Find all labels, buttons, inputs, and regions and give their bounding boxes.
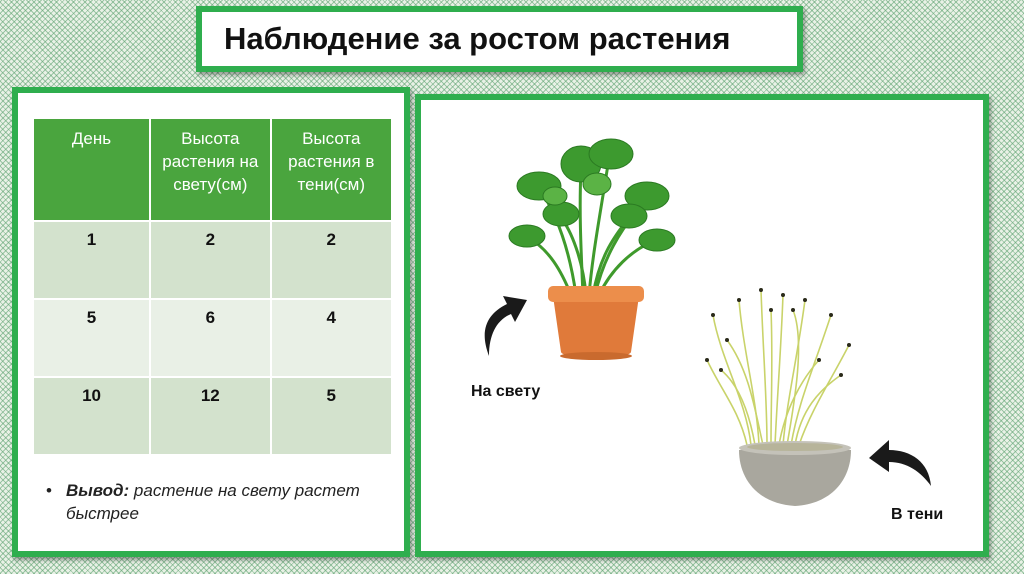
illustration <box>421 100 983 551</box>
cell-shade: 2 <box>271 221 392 299</box>
table-row <box>33 377 392 455</box>
label-shade: В тени <box>891 506 944 523</box>
cell-light: 2 <box>150 221 270 299</box>
cell-light: 6 <box>150 299 270 377</box>
cell-day: 10 <box>33 377 150 455</box>
terracotta-pot <box>548 286 644 360</box>
header-height-shade: Высота растения в тени(см) <box>271 118 392 221</box>
light-plant-leaves <box>509 139 675 251</box>
table-header-row <box>33 118 392 221</box>
page-title: Наблюдение за ростом растения <box>224 21 731 56</box>
table-row <box>33 299 392 377</box>
table-row <box>33 221 392 299</box>
bullet: • <box>46 481 52 500</box>
observation-table <box>32 117 393 456</box>
header-height-light: Высота растения на свету(см) <box>150 118 270 221</box>
header-day: День <box>33 118 150 221</box>
label-light: На свету <box>471 383 541 400</box>
table-panel <box>12 87 410 557</box>
cell-day: 5 <box>33 299 150 377</box>
cell-shade: 4 <box>271 299 392 377</box>
arrow-shade-icon <box>869 440 931 486</box>
conclusion <box>46 479 376 525</box>
title-box <box>196 6 803 72</box>
arrow-light-icon <box>485 296 527 356</box>
cell-shade: 5 <box>271 377 392 455</box>
conclusion-text: растение на свету растет быстрее <box>66 481 360 523</box>
cell-light: 12 <box>150 377 270 455</box>
gray-bowl-pot <box>739 441 851 506</box>
illustration-panel <box>415 94 989 557</box>
conclusion-body <box>66 479 376 525</box>
cell-day: 1 <box>33 221 150 299</box>
conclusion-label: Вывод: <box>66 481 130 500</box>
shade-plant-image <box>707 290 849 445</box>
